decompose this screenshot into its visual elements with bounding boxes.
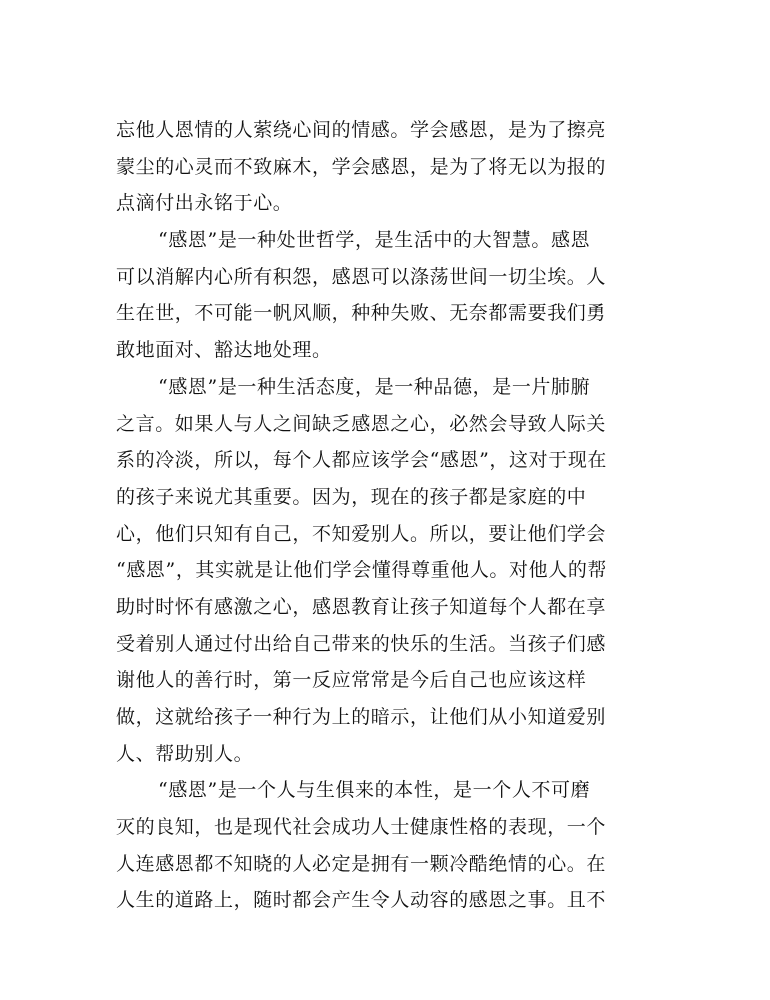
paragraph-first-line: “感恩”是一个人与生俱来的本性，是一个人不可磨 <box>158 779 591 802</box>
body-text <box>116 112 646 919</box>
text-line: 受着别人通过付出给自己带来的快乐的生活。当孩子们感 <box>116 632 607 655</box>
text-line: 之言。如果人与人之间缺乏感恩之心，必然会导致人际关 <box>116 412 607 435</box>
text-line: 人连感恩都不知晓的人必定是拥有一颗冷酷绝情的心。在 <box>116 852 607 875</box>
text-line: 人、帮助别人。 <box>116 742 254 765</box>
text-line: 的孩子来说尤其重要。因为，现在的孩子都是家庭的中 <box>116 485 587 508</box>
text-line: 心，他们只知有自己，不知爱别人。所以，要让他们学会 <box>116 522 607 545</box>
text-line: 可以消解内心所有积怨，感恩可以涤荡世间一切尘埃。人 <box>116 265 607 288</box>
text-line: 忘他人恩情的人萦绕心间的情感。学会感恩，是为了擦亮 <box>116 119 607 141</box>
text-line: 灭的良知，也是现代社会成功人士健康性格的表现，一个 <box>116 816 607 839</box>
text-line: 生在世，不可能一帆风顺，种种失败、无奈都需要我们勇 <box>116 302 607 325</box>
text-line: 助时时怀有感激之心，感恩教育让孩子知道每个人都在享 <box>116 595 607 618</box>
text-line: 系的冷淡，所以，每个人都应该学会“感恩”，这对于现在 <box>116 449 608 472</box>
text-line: 谢他人的善行时，第一反应常常是今后自己也应该这样 <box>116 669 587 692</box>
text-line: 点滴付出永铭于心。 <box>116 192 293 215</box>
text-line: 人生的道路上，随时都会产生令人动容的感恩之事。且不 <box>116 889 607 912</box>
paragraph-first-line: “感恩”是一种生活态度，是一种品德，是一片肺腑 <box>158 375 591 398</box>
text-line: “感恩”，其实就是让他们学会懂得尊重他人。对他人的帮 <box>116 559 608 582</box>
text-line: 蒙尘的心灵而不致麻木，学会感恩，是为了将无以为报的 <box>116 155 607 178</box>
text-line: 敢地面对、豁达地处理。 <box>116 339 332 362</box>
paragraph-first-line: “感恩”是一种处世哲学，是生活中的大智慧。感恩 <box>158 229 591 252</box>
text-line: 做，这就给孩子一种行为上的暗示，让他们从小知道爱别 <box>116 706 607 728</box>
